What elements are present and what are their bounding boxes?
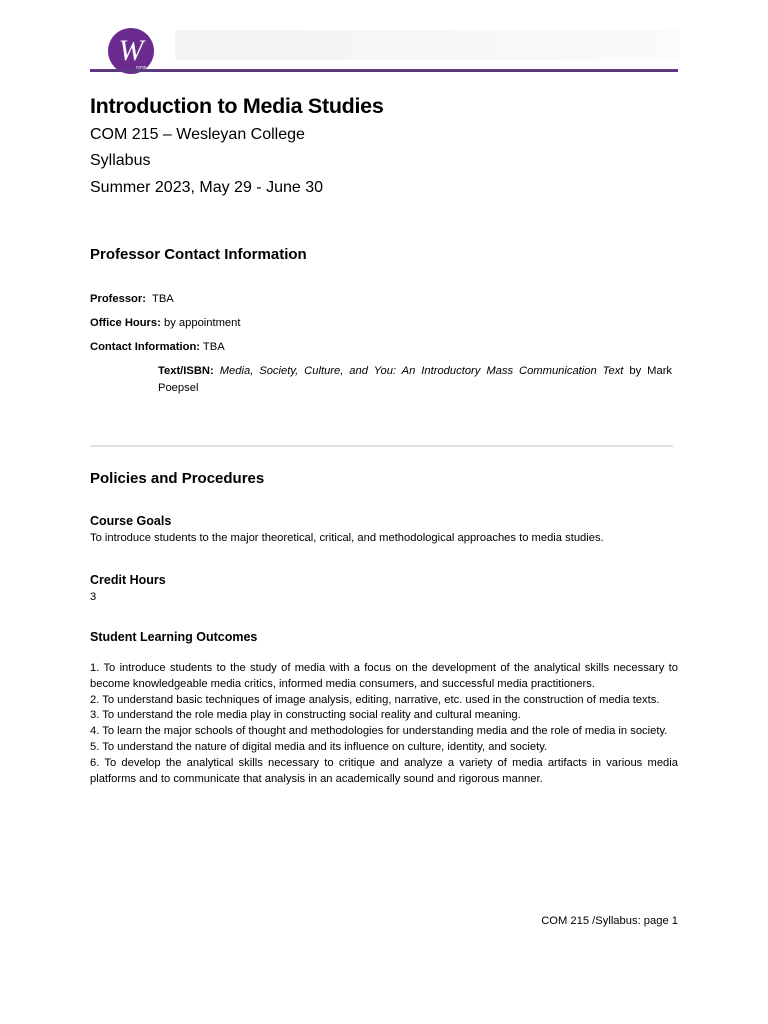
outcome-item: 4. To learn the major schools of thought and methodologies for understanding media and the role of media in society. xyxy=(90,725,668,738)
contact-info-row xyxy=(90,341,225,353)
office-hours-label: Office Hours: xyxy=(90,317,161,329)
outcome-item: 3. To understand the role media play in constructing social reality and cultural meaning. xyxy=(90,709,521,722)
term-dates: Summer 2023, May 29 - June 30 xyxy=(90,179,324,196)
office-hours-row xyxy=(90,317,240,329)
logo-letter: W xyxy=(118,34,144,67)
textbook-author: by Mark Poepsel xyxy=(158,365,673,394)
contact-info-value: TBA xyxy=(202,341,225,353)
outcome-item: 2. To understand basic techniques of image analysis, editing, narrative, etc. used in the construction of media texts. xyxy=(90,693,660,706)
textbook-info xyxy=(158,363,672,397)
course-goals-text: To introduce students to the major theoretical, critical, and methodological approaches to media studies. xyxy=(90,532,604,544)
professor-value: TBA xyxy=(151,293,174,305)
policies-heading: Policies and Procedures xyxy=(90,470,265,487)
page-footer: COM 215 /Syllabus: page 1 xyxy=(541,915,678,927)
contact-heading: Professor Contact Information xyxy=(90,246,307,263)
header-bleedthrough xyxy=(175,30,680,60)
textbook-label: Text/ISBN: xyxy=(158,365,214,377)
office-hours-value: by appointment xyxy=(163,317,241,329)
college-logo xyxy=(108,28,154,74)
page-title: Introduction to Media Studies xyxy=(90,94,384,118)
credit-hours-heading: Credit Hours xyxy=(90,573,166,587)
course-subtitle: COM 215 – Wesleyan College xyxy=(90,126,305,143)
header-rule xyxy=(90,69,678,72)
professor-label: Professor: xyxy=(90,293,146,305)
professor-row xyxy=(90,293,174,305)
document-type: Syllabus xyxy=(90,152,151,169)
credit-hours-value: 3 xyxy=(90,591,97,603)
section-divider xyxy=(90,445,673,447)
learning-outcomes-list xyxy=(90,661,678,787)
course-goals-heading: Course Goals xyxy=(90,514,172,528)
learning-outcomes-heading: Student Learning Outcomes xyxy=(90,630,258,644)
college-logo-mark xyxy=(108,28,154,74)
contact-info-label: Contact Information: xyxy=(90,341,201,353)
outcome-item: 1. To introduce students to the study of media with a focus on the development of the analytical skills necessary to become knowledgeable media critics, informed media consumers, and successful media practitioners. xyxy=(90,662,678,690)
textbook-title: Media, Society, Culture, and You: An Introductory Mass Communication Text xyxy=(219,365,624,377)
outcome-item: 6. To develop the analytical skills necessary to critique and analyze a variety of media artifacts in various media platforms and to communicate that analysis in an academically sound and rigorous manner. xyxy=(90,756,678,785)
outcome-item: 5. To understand the nature of digital media and its influence on culture, identity, and society. xyxy=(90,740,548,753)
